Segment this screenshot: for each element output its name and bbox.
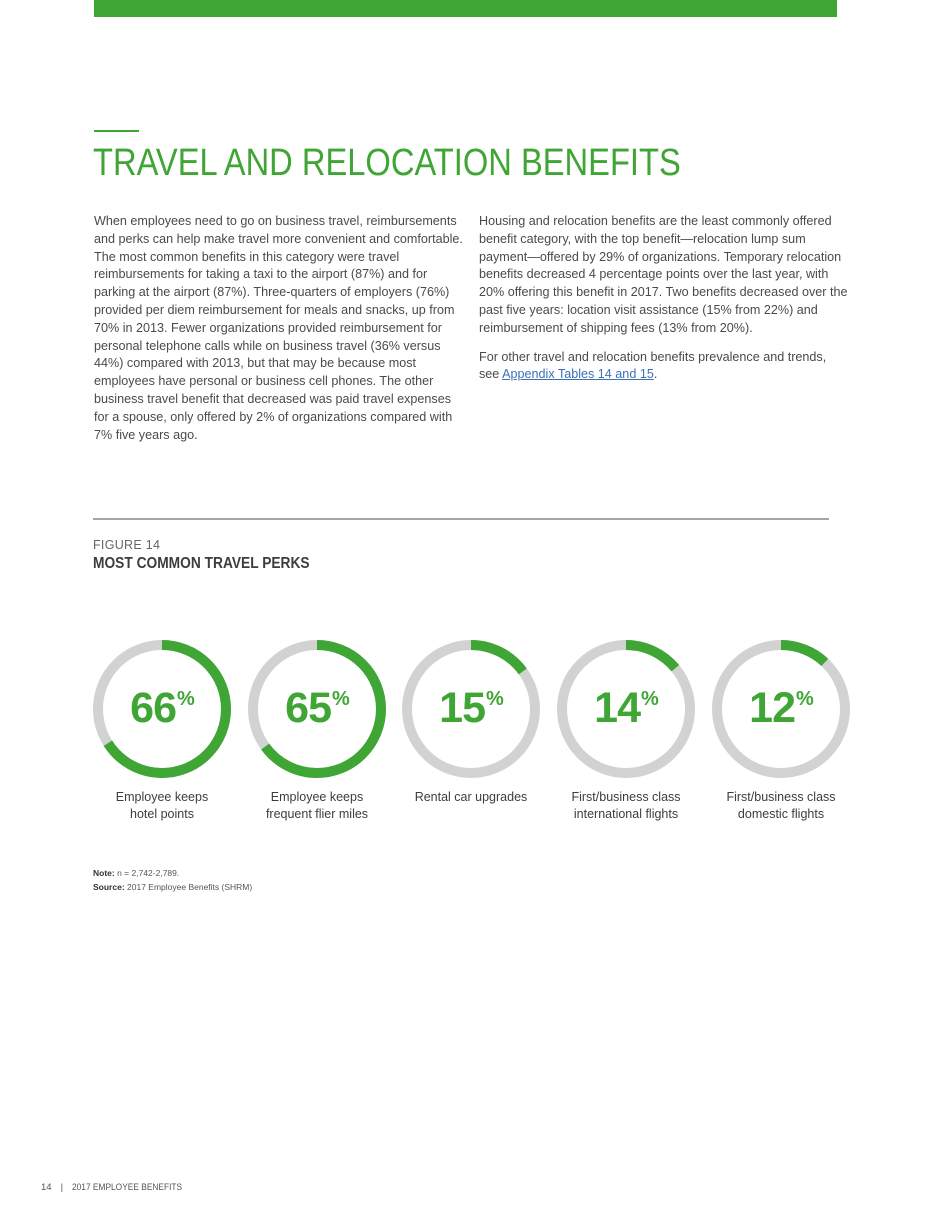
gauge-value-3: [396, 684, 546, 733]
gauge-value-number-1: 66: [130, 684, 177, 732]
gauge-label-4-line2: international flights: [573, 807, 679, 821]
gauge-value-number-2: 65: [285, 684, 332, 732]
left-column: [94, 213, 466, 455]
gauge-label-2: [232, 789, 402, 823]
right-paragraph-2-text: For other travel and relocation benefits prevalence and trends, see: [479, 349, 827, 382]
source-text: 2017 Employee Benefits (SHRM): [124, 882, 253, 892]
source-line: [93, 880, 252, 894]
page-number: 14: [41, 1182, 52, 1193]
gauge-unit-4: %: [641, 688, 658, 710]
publication-name: 2017 EMPLOYEE BENEFITS: [72, 1182, 183, 1193]
gauge-label-5-line1: First/business class: [726, 790, 836, 804]
appendix-link[interactable]: Appendix Tables 14 and 15: [502, 367, 654, 382]
gauge-value-number-5: 12: [749, 684, 796, 732]
footer-separator: |: [60, 1182, 64, 1193]
gauge-label-1-line2: hotel points: [130, 807, 194, 821]
gauge-value-4: [551, 684, 701, 733]
gauge-label-1: [77, 789, 247, 823]
gauge-label-4: [541, 789, 711, 823]
gauge-unit-5: %: [796, 688, 813, 710]
page-footer: [41, 1182, 197, 1193]
figure-title: MOST COMMON TRAVEL PERKS: [93, 555, 310, 572]
title-rule: [94, 130, 139, 132]
gauge-label-3-line1: Rental car upgrades: [414, 790, 528, 804]
note-text: n = 2,742-2,789.: [114, 868, 180, 878]
top-accent-bar: [94, 0, 837, 17]
note-line: [93, 866, 252, 880]
gauge-label-3: [386, 789, 556, 806]
figure-divider: [93, 518, 829, 520]
right-column: [479, 213, 849, 395]
donut-chart: [0, 632, 950, 832]
left-paragraph: When employees need to go on business travel, reimbursements and perks can help make travel more convenient and comfortable. The most common benefits in this category were travel reimbursements for taking a taxi to the airport (87%) and for parking at the airport (87%). Three-quarters of employers (76%) provided per diem reimbursement for meals and snacks, up from 70% in 2013. Fewer organizations provided reimbursement for personal telephone calls while on business travel (36% versus 44%) compared with 2013, but that may be because most employees have personal or business cell phones. The other business travel benefit that decreased was paid travel expenses for a spouse, only offered by 2% of organizations compared with 7% five years ago.: [94, 214, 463, 442]
gauge-label-1-line1: Employee keeps: [115, 790, 209, 804]
right-paragraph-2: [479, 349, 849, 385]
figure-label: FIGURE 14: [93, 538, 161, 552]
gauge-value-5: [706, 684, 856, 733]
gauge-unit-2: %: [332, 688, 349, 710]
page-title: TRAVEL AND RELOCATION BENEFITS: [93, 142, 681, 184]
gauge-label-5: [696, 789, 866, 823]
note-label: Note:: [93, 868, 115, 878]
right-paragraph-2-end: .: [653, 367, 658, 382]
gauge-label-5-line2: domestic flights: [737, 807, 825, 821]
gauge-unit-3: %: [486, 688, 503, 710]
figure-note: [93, 866, 252, 894]
gauge-label-2-line2: frequent flier miles: [265, 807, 369, 821]
gauge-value-2: [242, 684, 392, 733]
gauge-value-number-4: 14: [594, 684, 641, 732]
gauge-label-4-line1: First/business class: [571, 790, 681, 804]
gauge-label-2-line1: Employee keeps: [270, 790, 364, 804]
gauge-unit-1: %: [177, 688, 194, 710]
source-label: Source:: [93, 882, 125, 892]
gauge-value-number-3: 15: [439, 684, 486, 732]
right-paragraph-1: Housing and relocation benefits are the least commonly offered benefit category, with the top benefit—relocation lump sum payment—offered by 29% of organizations. Temporary relocation benefits decreased 4 percentage points over the last year, with 20% offering this benefit in 2017. Two benefits decreased over the past five years: location visit assistance (15% from 22%) and reimbursement of shipping fees (13% from 20%).: [479, 214, 848, 335]
gauge-value-1: [87, 684, 237, 733]
